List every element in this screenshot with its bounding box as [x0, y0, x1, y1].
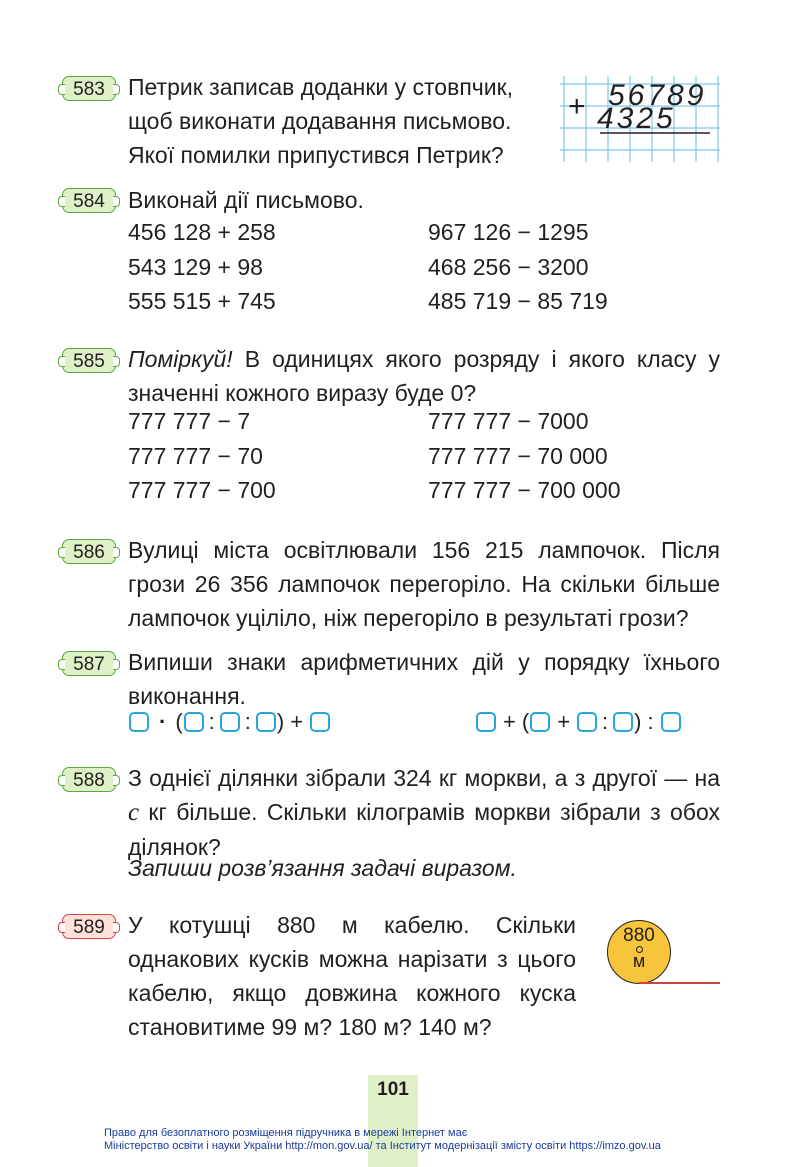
- task-583-text: Петрик записав доданки у стовпчик, щоб виконати додавання письмово. Якої помилки припустився Петрик?: [128, 74, 514, 168]
- task-585-right-column: 777 777 − 7000 777 777 − 70 000 777 777 − 700 000: [428, 408, 621, 503]
- footer: Право для безоплатного розміщення підручника в мережі Інтернет має Міністерство освіти і науки України http://mon.gov.ua/ та Інститут модернізації змісту освіти https://imzo.gov.ua: [104, 1127, 661, 1152]
- answer-box[interactable]: [256, 712, 276, 732]
- task-number-586: 586: [62, 539, 116, 564]
- addend-2: 4325: [597, 102, 676, 135]
- answer-box[interactable]: [530, 712, 550, 732]
- task-587-text: Випиши знаки арифметичних дій у порядку їхнього виконання.: [128, 649, 720, 709]
- cable-coil-figure: [607, 920, 671, 984]
- task-584-prompt: Виконай дії письмово.: [128, 187, 364, 213]
- plus-sign: +: [568, 90, 586, 123]
- task-588-instruction: Запиши розв’язання задачі виразом.: [128, 855, 517, 881]
- answer-box[interactable]: [129, 712, 149, 732]
- task-number-589: 589: [62, 914, 116, 939]
- task-588-text: З однієї ділянки зібрали 324 кг моркви, а з другої — на с кг більше. Скільки кілограмів моркви зібрали з обох ділянок?: [128, 765, 720, 860]
- task-585-left-column: 777 777 − 7 777 777 − 70 777 777 − 700: [128, 408, 276, 503]
- coil-value: 880: [623, 925, 655, 946]
- answer-box[interactable]: [310, 712, 330, 732]
- answer-box[interactable]: [577, 712, 597, 732]
- task-585-text: Поміркуй! В одиницях якого розряду і якого класу у значенні кожного виразу буде 0?: [128, 346, 720, 406]
- variable-c: с: [128, 799, 140, 826]
- column-addition-figure: [560, 76, 720, 162]
- task-586-text: Вулиці міста освітлювали 156 215 лампочок. Після грози 26 356 лампочок перегоріло. На скільки більше лампочок уціліло, ніж перегоріло в результаті грози?: [128, 537, 720, 631]
- task-584-left-column: 456 128 + 258 543 129 + 98 555 515 + 745: [128, 219, 276, 314]
- task-number-585: 585: [62, 348, 116, 373]
- answer-box[interactable]: [220, 712, 240, 732]
- cable-end: [639, 982, 720, 984]
- addend-1: 56789: [608, 79, 707, 112]
- task-number-588: 588: [62, 767, 116, 792]
- task-number-587: 587: [62, 651, 116, 676]
- answer-box[interactable]: [184, 712, 204, 732]
- task-584-right-column: 967 126 − 1295 468 256 − 3200 485 719 − 85 719: [428, 219, 608, 314]
- page-number: 101: [368, 1075, 418, 1167]
- answer-box[interactable]: [661, 712, 681, 732]
- task-589-text: У котушці 880 м кабелю. Скільки однакових кусків можна нарізати з цього кабелю, якщо довжина кожного куска становитиме 99 м? 180 м? 140 м?: [128, 912, 576, 1040]
- task-number-584: 584: [62, 188, 116, 213]
- answer-box[interactable]: [613, 712, 633, 732]
- answer-box[interactable]: [476, 712, 496, 732]
- expression-2: + ( + : ) :: [475, 708, 682, 736]
- expression-1: · ( : : ) +: [128, 708, 331, 736]
- coil-unit: м: [632, 951, 646, 971]
- task-number-583: 583: [62, 76, 116, 101]
